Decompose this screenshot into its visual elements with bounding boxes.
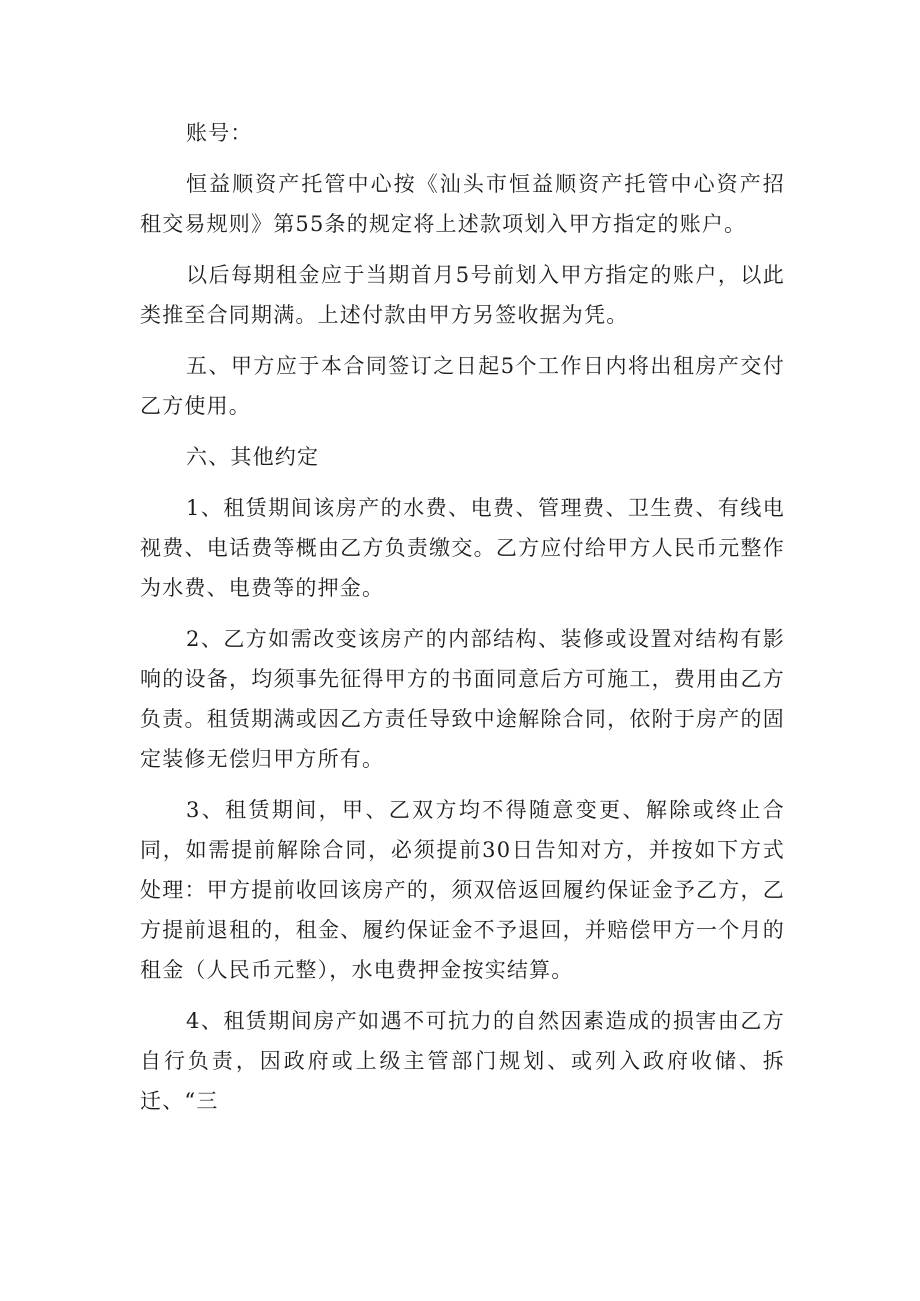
- clause-six-item-3: 3、租赁期间，甲、乙双方均不得随意变更、解除或终止合同，如需提前解除合同，必须提前30日告知对方，并按如下方式处理：甲方提前收回该房产的，须双倍返回履约保证金予乙方，乙方提前退租的，租金、履约保证金不予退回，并赔偿甲方一个月的租金（人民币元整），水电费押金按实结算。: [140, 798, 785, 982]
- clause-five: 五、甲方应于本合同签订之日起5个工作日内将出租房产交付乙方使用。: [140, 354, 785, 418]
- clause-six-heading: 六、其他约定: [186, 445, 320, 469]
- paragraph-rent-schedule: 以后每期租金应于当期首月5号前划入甲方指定的账户，以此类推至合同期满。上述付款由甲方另签收据为凭。: [140, 263, 785, 327]
- clause-six-item-2: 2、乙方如需改变该房产的内部结构、装修或设置对结构有影响的设备，均须事先征得甲方的书面同意后方可施工，费用由乙方负责。租赁期满或因乙方责任导致中途解除合同，依附于房产的固定装修无偿归甲方所有。: [140, 627, 785, 771]
- document-body: [140, 113, 785, 1132]
- clause-six-item-4: 4、租赁期间房产如遇不可抗力的自然因素造成的损害由乙方自行负责，因政府或上级主管部门规划、或列入政府收储、拆迁、“三: [140, 1009, 785, 1113]
- account-line: 账号：: [186, 121, 253, 145]
- clause-six-item-1: 1、租赁期间该房产的水费、电费、管理费、卫生费、有线电视费、电话费等概由乙方负责缴交。乙方应付给甲方人民币元整作为水费、电费等的押金。: [140, 496, 785, 600]
- paragraph-transfer-rule: 恒益顺资产托管中心按《汕头市恒益顺资产托管中心资产招租交易规则》第55条的规定将上述款项划入甲方指定的账户。: [140, 172, 785, 236]
